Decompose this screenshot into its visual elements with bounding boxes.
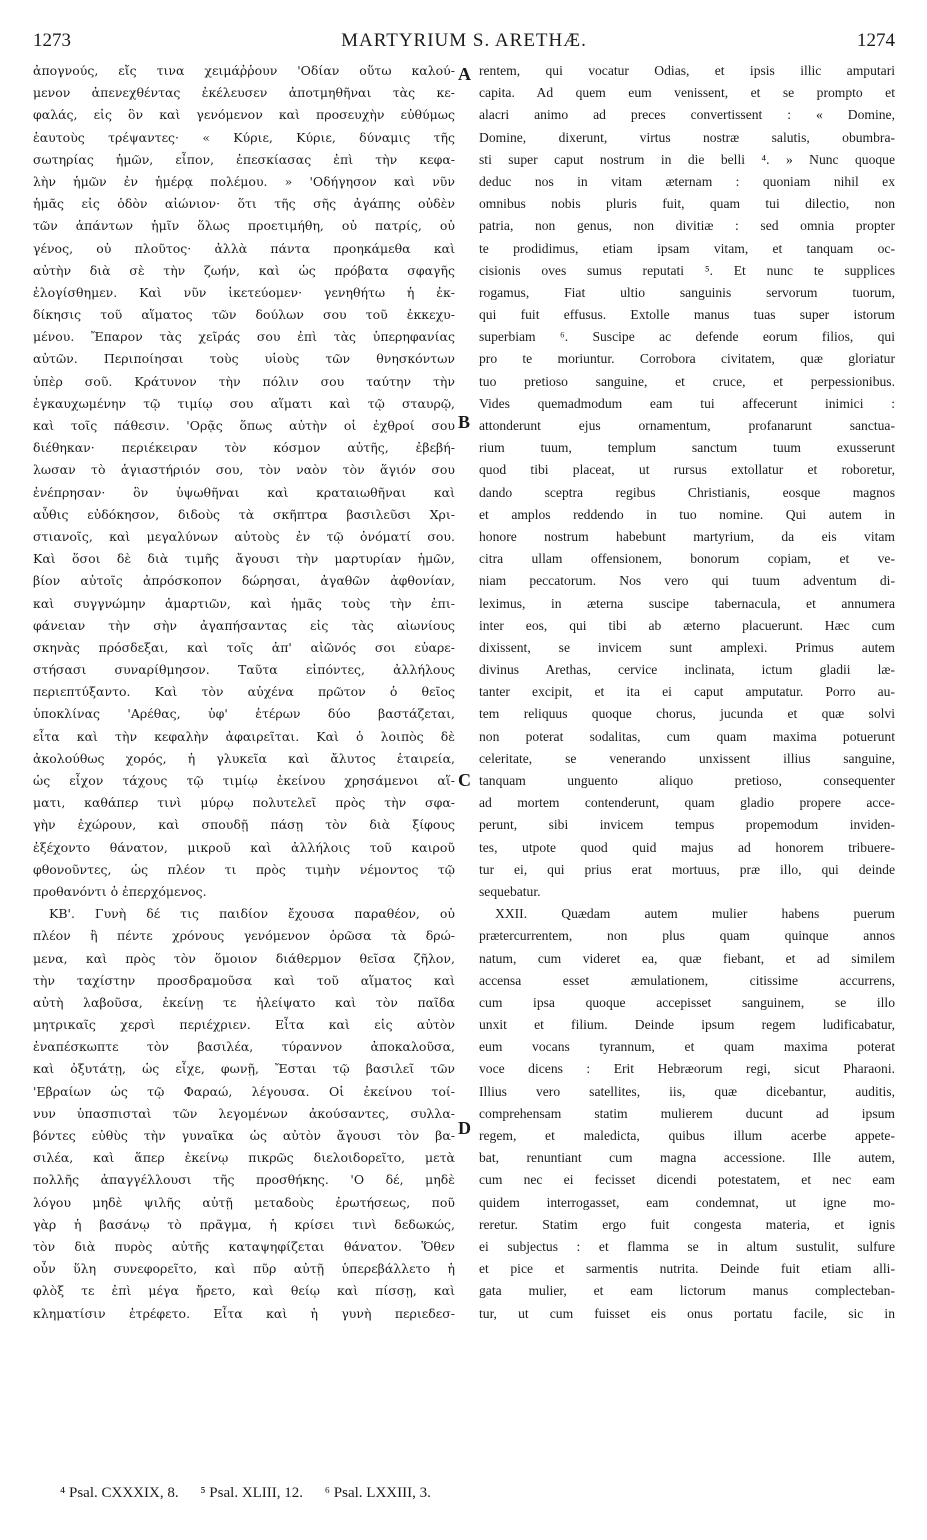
footnote: ⁶ Psal. LXXIII, 3. bbox=[324, 1485, 431, 1501]
text-line: ἐναπέσκωπτε τὸν βασιλέα, τύραννον ἀποκαλοῦσα, bbox=[33, 1039, 455, 1055]
text-line: καὶ συγγνώμην ἁμαρτιῶν, καὶ ἡμᾶς τοὺς τὴν ἐπι- bbox=[33, 595, 455, 611]
text-line: δίκησις τοῦ αἵματος τῶν δούλων σου τοῦ ἐκκεχυ- bbox=[33, 307, 455, 323]
text-line: unxit et filium. Deinde ipsum regem ludificabatur, bbox=[479, 1017, 895, 1033]
text-line: cum nec ei fecisset dicendi potestatem, et nec eam bbox=[479, 1172, 895, 1188]
text-line: citra ullam offensionem, bonorum copiam, et ve- bbox=[479, 551, 895, 567]
text-line: ματι, καθάπερ τινὶ μύρῳ πολυτελεῖ πρὸς τὴν σφα- bbox=[33, 795, 455, 811]
greek-text-column bbox=[33, 60, 455, 1325]
text-line: inter eos, qui tibi ab æterno placuerunt. Hæc cum bbox=[479, 617, 895, 633]
text-line: βίον αὐτοῖς ἀπρόσκοπον δώρησαι, ἀγαθῶν ἀφθονίαν, bbox=[33, 573, 455, 589]
text-line: μενα, καὶ πρὸς τὸν ὅμοιον διάθερμον θεῖσα ζῆλον, bbox=[33, 950, 455, 966]
text-line: πλέον ἢ πέντε χρόνους γενόμενον ὁρῶσα τὰ δρώ- bbox=[33, 928, 455, 944]
text-line: μένου. Ἔπαρον τὰς χεῖράς σου ἐπὶ τὰς ὑπερηφανίας bbox=[33, 329, 455, 345]
text-line: cum ipsa quoque accepisset sanguinem, se illo bbox=[479, 994, 895, 1010]
text-line: ἐξέχοντο θάνατον, μικροῦ καὶ ἀλλήλοις τοῦ καιροῦ bbox=[33, 839, 455, 855]
text-line: Illius vero satellites, iis, quæ dicebantur, auditis, bbox=[479, 1083, 895, 1099]
text-line: divinus Arethas, cervice inclinata, ictum gladii læ- bbox=[479, 662, 895, 678]
text-line: αὐτῶν. Περιποίησαι τοὺς υἱοὺς τῶν θνησκόντων bbox=[33, 351, 455, 367]
text-line: φθονοῦντες, ὡς πλέον τι πρὸς τιμὴν νέμοντος τῷ bbox=[33, 861, 455, 877]
text-line: αὐτὴν διὰ σὲ τὴν ζωήν, καὶ ὡς πρόβατα σφαγῆς bbox=[33, 262, 455, 278]
text-line: qui fuit effusus. Extolle manus tuas super istorum bbox=[479, 307, 895, 323]
text-line: σκηνὰς πρόσδεξαι, καὶ τοῖς ἀπ' αἰῶνός σοι εὐαρε- bbox=[33, 639, 455, 655]
text-line: reretur. Statim ergo fuit congesta materia, et ignis bbox=[479, 1216, 895, 1232]
text-line: λόγου μηδὲ ψιλῆς αὐτῇ μεταδοὺς ἐρωτήσεως, ποῦ bbox=[33, 1194, 455, 1210]
text-line: τὸν διὰ πυρὸς αὐτῆς καταψηφίζεται θάνατον. Ὅθεν bbox=[33, 1238, 455, 1254]
text-line: deduc nos in vitam æternam : quoniam nihil ex bbox=[479, 173, 895, 189]
text-line: tes, utpote quod quid majus ad honorem tribuere- bbox=[479, 839, 895, 855]
margin-marker-b: B bbox=[458, 412, 471, 432]
text-line: non poterat sodalitas, cum quam maxima potuerunt bbox=[479, 728, 895, 744]
text-line: ἐλογίσθημεν. Καὶ νῦν ἱκετεύομεν· γενηθήτω ἡ ἐκ- bbox=[33, 284, 455, 300]
text-line: Vides quemadmodum eam tui affecerunt inimici : bbox=[479, 395, 895, 411]
text-line: καὶ τοῖς πάθεσιν. 'Ορᾷς ὅπως αὐτὴν οἱ ἐχθροί σου bbox=[33, 418, 455, 433]
text-line: γὰρ ἡ βασάνῳ τὸ πρᾶγμα, ἡ κρίσει τινὶ δεδωκώς, bbox=[33, 1216, 455, 1232]
text-line: κληματίσιν ἐτρέφετο. Εἶτα καὶ ἡ γυνὴ περιεδεσ- bbox=[33, 1305, 455, 1321]
text-line: tanquam unguento aliquo pretioso, consequenter bbox=[479, 773, 895, 788]
text-line: ΚΒ'. Γυνὴ δέ τις παιδίον ἔχουσα παραθέον, οὐ bbox=[49, 906, 455, 922]
text-line: ὡς εἶχον τάχους τῷ τιμίῳ ἐκείνου χρησάμενοι αἵ- bbox=[33, 773, 455, 788]
text-line: αὖθις εὐδόκησον, διδοὺς τὰ σκῆπτρα βασιλεῦσι Χρι- bbox=[33, 506, 455, 522]
text-line: XXII. Quædam autem mulier habens puerum bbox=[495, 906, 895, 922]
text-line: tanter excipit, et ita ei caput amputatur. Porro au- bbox=[479, 684, 895, 700]
text-line: gata mulier, et eam lictorum manus complecteban- bbox=[479, 1283, 895, 1299]
text-line: φαλάς, εἰς ὃν καὶ γενόμενον καὶ προσευχὴν εὐθύμως bbox=[33, 107, 455, 123]
text-line: Domine, dixerunt, virtus nostræ salutis, obumbra- bbox=[479, 129, 895, 145]
text-line: et pice et sarmentis nutrita. Deinde fuit etiam alli- bbox=[479, 1261, 895, 1277]
left-page-number: 1273 bbox=[33, 30, 71, 51]
text-line: accensa esset æmulationem, citissime accurrens, bbox=[479, 972, 895, 988]
text-line: ἀπογνούς, εἴς τινα χειμάῤῥουν 'Οδίαν οὕτω καλού- bbox=[33, 63, 455, 78]
text-line: ἡμᾶς εἰς ὁδὸν αἰώνιον· ὅτι τῆς σῆς ἀγάπης οὐδὲν bbox=[33, 196, 455, 212]
text-line: ei subjectus : et flamma se in altum sustulit, sulfure bbox=[479, 1238, 895, 1254]
text-line: ad mortem contenderunt, quam gladio propere acce- bbox=[479, 795, 895, 811]
text-line: te prodidimus, etiam ipsam vitam, et tanquam oc- bbox=[479, 240, 895, 256]
text-line: γένος, οὐ πλοῦτος· ἀλλὰ πάντα προηκάμεθα καὶ bbox=[33, 240, 455, 256]
text-line: στήσασι συναρίθμησον. Ταῦτα εἰπόντες, ἀλλήλους bbox=[33, 662, 455, 678]
text-line: celeritate, se venerando unxissent illius sanguine, bbox=[479, 750, 895, 766]
text-line: quod tibi placeat, ut rursus extollatur et roboretur, bbox=[479, 462, 895, 478]
footnotes bbox=[60, 1485, 449, 1502]
text-line: γὴν ἐχώρουν, καὶ σπουδῇ πάσῃ τὸν διὰ ξίφους bbox=[33, 817, 455, 833]
text-line: μητρικαῖς χερσὶ περιέχριεν. Εἶτα καὶ εἰς αὐτὸν bbox=[33, 1017, 455, 1033]
text-line: τῶν ἁπάντων ἡμῖν ὅλως προετιμήθη, οὐ πατρίς, οὐ bbox=[33, 218, 455, 234]
text-line: λωσαν τὸ ἁγιαστήριόν σου, τὸν ναὸν τὸν ἅγιόν σου bbox=[33, 462, 455, 478]
text-line: comprehensam statim mulierem ducunt ad ipsum bbox=[479, 1105, 895, 1121]
text-line: patria, non genus, non divitiæ : sed omnia propter bbox=[479, 218, 895, 234]
text-line: περιεπτύξαντο. Καὶ τὸν αὐχένα πρῶτον ὁ θεῖος bbox=[33, 684, 455, 700]
text-line: voce dicens : Erit Hebræorum regi, sicut Pharaoni. bbox=[479, 1061, 895, 1077]
running-title: MARTYRIUM S. ARETHÆ. bbox=[341, 30, 587, 51]
text-line: πολλῆς ἀπαγγέλλουσι τῆς προσθήκης. 'Ο δέ, μηδὲ bbox=[33, 1172, 455, 1188]
text-line: tuo pretioso sanguine, et cruce, et perpessionibus. bbox=[479, 373, 895, 389]
text-line: pro te moriuntur. Corrobora civitatem, quæ gloriatur bbox=[479, 351, 895, 367]
page-header bbox=[33, 30, 895, 60]
text-line: natum, cum videret ea, quæ fiebant, et ad similem bbox=[479, 950, 895, 966]
text-line: tur, ut cum fuisset eis onus portatu facile, sic in bbox=[479, 1305, 895, 1321]
text-line: superbiam ⁶. Suscipe ac defende eorum filios, qui bbox=[479, 329, 895, 345]
text-line: dando sceptra regibus Christianis, eosque magnos bbox=[479, 484, 895, 500]
text-line: rentem, qui vocatur Odias, et ipsis illic amputari bbox=[479, 63, 895, 78]
text-line: prætercurrentem, non plus quam quinque annos bbox=[479, 928, 895, 944]
text-line: νυν ὑπασπισταὶ τῶν λεγομένων ἀκούσαντες, συλλα- bbox=[33, 1105, 455, 1121]
text-line: ἀκολούθως χορός, ἡ γλυκεῖα καὶ ἄλυτος ἑταιρεία, bbox=[33, 750, 455, 766]
text-line: εἶτα καὶ τὴν κεφαλὴν ἀφαιρεῖται. Καὶ ὁ λοιπὸς δὲ bbox=[33, 728, 455, 744]
text-line: προθανόντι ὁ ἐπερχόμενος. bbox=[33, 883, 207, 899]
text-line: μενον ἀπενεχθέντας ἐκέλευσεν ἀποτμηθῆναι τὰς κε- bbox=[33, 85, 455, 101]
text-line: ὑπὲρ σοῦ. Κράτυνον τὴν πόλιν σου ταύτην τὴν bbox=[33, 373, 455, 389]
text-line: τὴν ταχίστην προσδραμοῦσα καὶ τοῦ αἵματος καὶ bbox=[33, 972, 455, 988]
text-line: sti super caput nostrum in die belli ⁴. » Nunc quoque bbox=[479, 151, 895, 167]
text-line: rogamus, Fiat ultio sanguinis servorum tuorum, bbox=[479, 284, 895, 300]
text-line: capita. Ad quem eum venissent, et se prompto et bbox=[479, 85, 895, 101]
margin-marker-d: D bbox=[458, 1118, 471, 1138]
footnote: ⁵ Psal. XLIII, 12. bbox=[200, 1485, 304, 1501]
text-line: quidem interrogasset, eam condemnat, ut igne mo- bbox=[479, 1194, 895, 1210]
text-line: eum vocans tyrannum, et quam maxima poterat bbox=[479, 1039, 895, 1055]
text-line: honore nostrum habebunt martyrium, da eis vitam bbox=[479, 528, 895, 544]
text-line: λὴν ἡμῶν ἐν ἡμέρᾳ πολέμου. » 'Οδήγησον καὶ νῦν bbox=[33, 173, 455, 189]
text-line: ἐγκαυχωμένην τῷ τιμίῳ σου αἵματι καὶ τῷ σταυρῷ, bbox=[33, 395, 455, 411]
right-page-number: 1274 bbox=[857, 30, 895, 51]
text-line: βόντες εὐθὺς τὴν γυναῖκα ὡς αὐτὸν ἄγουσι τὸν βα- bbox=[33, 1128, 455, 1143]
text-line: bat, renuntiant cum magna accessione. Ille autem, bbox=[479, 1150, 895, 1166]
text-line: σιλέα, καὶ ἅπερ ἐκείνῳ πικρῶς διελοιδορεῖτο, μετὰ bbox=[33, 1150, 455, 1166]
text-line: perunt, sibi invicem tempus propemodum inviden- bbox=[479, 817, 895, 833]
text-line: ἐνέπρησαν· ὃν ὑψωθῆναι καὶ κραταιωθῆναι καὶ bbox=[33, 484, 455, 500]
text-line: Καὶ ὅσοι δὲ διὰ τιμῆς ἄγουσι τὴν μαρτυρίαν ἡμῶν, bbox=[33, 551, 455, 567]
text-line: οὖν ὕλη συνεφορεῖτο, καὶ πῦρ αὐτῇ ὑπερεβάλλετο ἡ bbox=[33, 1261, 455, 1277]
text-line: σωτηρίας ἡμῶν, εἶπον, ἐπεσκίασας ἐπὶ τὴν κεφα- bbox=[33, 151, 455, 167]
text-line: tur ei, qui prius erat mortuus, præ illo, qui deinde bbox=[479, 861, 895, 877]
text-line: ἑαυτοὺς τρέψαντες· « Κύριε, Κύριε, δύναμις τῆς bbox=[33, 129, 455, 145]
text-line: dixissent, se invicem sunt amplexi. Primus autem bbox=[479, 639, 895, 655]
text-line: niam peccatorum. Nos vero qui tuum adventum di- bbox=[479, 573, 895, 589]
text-line: regem, et maledicta, quibus illum acerbe appete- bbox=[479, 1128, 895, 1143]
text-line: omnibus nobis pluris fuit, quam tui dilectio, non bbox=[479, 196, 895, 212]
text-line: στιανοῖς, καὶ μεγαλύνων αὐτοὺς ἐν τῷ ὀνόματί σου. bbox=[33, 528, 455, 544]
text-line: alacri animo ad preces convertissent : « Domine, bbox=[479, 107, 895, 123]
text-line: rium tuum, templum sanctum tuum exusserunt bbox=[479, 440, 895, 456]
text-line: sequebatur. bbox=[479, 883, 541, 899]
text-line: tem reliquus quoque chorus, jucunda et quæ solvi bbox=[479, 706, 895, 722]
text-line: διέθηκαν· περιέκειραν τὸν κόσμον αὐτῆς, ἐβεβή- bbox=[33, 440, 455, 456]
text-line: leximus, in æterna suscipe tabernacula, et annumera bbox=[479, 595, 895, 611]
margin-marker-c: C bbox=[458, 770, 471, 790]
text-line: αὐτὴ λαβοῦσα, ἐκείνῃ τε ἠλείψατο καὶ τὸν παῖδα bbox=[33, 994, 455, 1010]
text-line: 'Εβραίων ὡς τῷ Φαραώ, λέγουσα. Οἱ ἐκείνου τοί- bbox=[33, 1083, 455, 1099]
footnote: ⁴ Psal. CXXXIX, 8. bbox=[60, 1485, 179, 1501]
text-line: attonderunt ejus ornamentum, profanarunt sanctua- bbox=[479, 418, 895, 433]
text-line: et amplos reddendo in tuo nomine. Qui autem in bbox=[479, 506, 895, 522]
text-line: καὶ ὀξυτάτῃ, ὡς εἶχε, φωνῇ, Ἔσται τῷ βασιλεῖ τῶν bbox=[33, 1061, 455, 1077]
margin-marker-a: A bbox=[458, 64, 471, 84]
text-line: φάνειαν τὴν σὴν ἀγαπήσαντας εἰς τὰς αἰωνίους bbox=[33, 617, 455, 633]
text-line: cisionis oves sumus reputati ⁵. Et nunc te supplices bbox=[479, 262, 895, 278]
latin-text-column bbox=[479, 60, 895, 1325]
text-line: φλὸξ τε ἐπὶ μέγα ἤρετο, καὶ θείῳ καὶ πίσσῃ, καὶ bbox=[33, 1283, 455, 1299]
text-line: ὑποκλίνας 'Αρέθας, ὑφ' ἑτέρων δύο βαστάζεται, bbox=[33, 706, 455, 722]
